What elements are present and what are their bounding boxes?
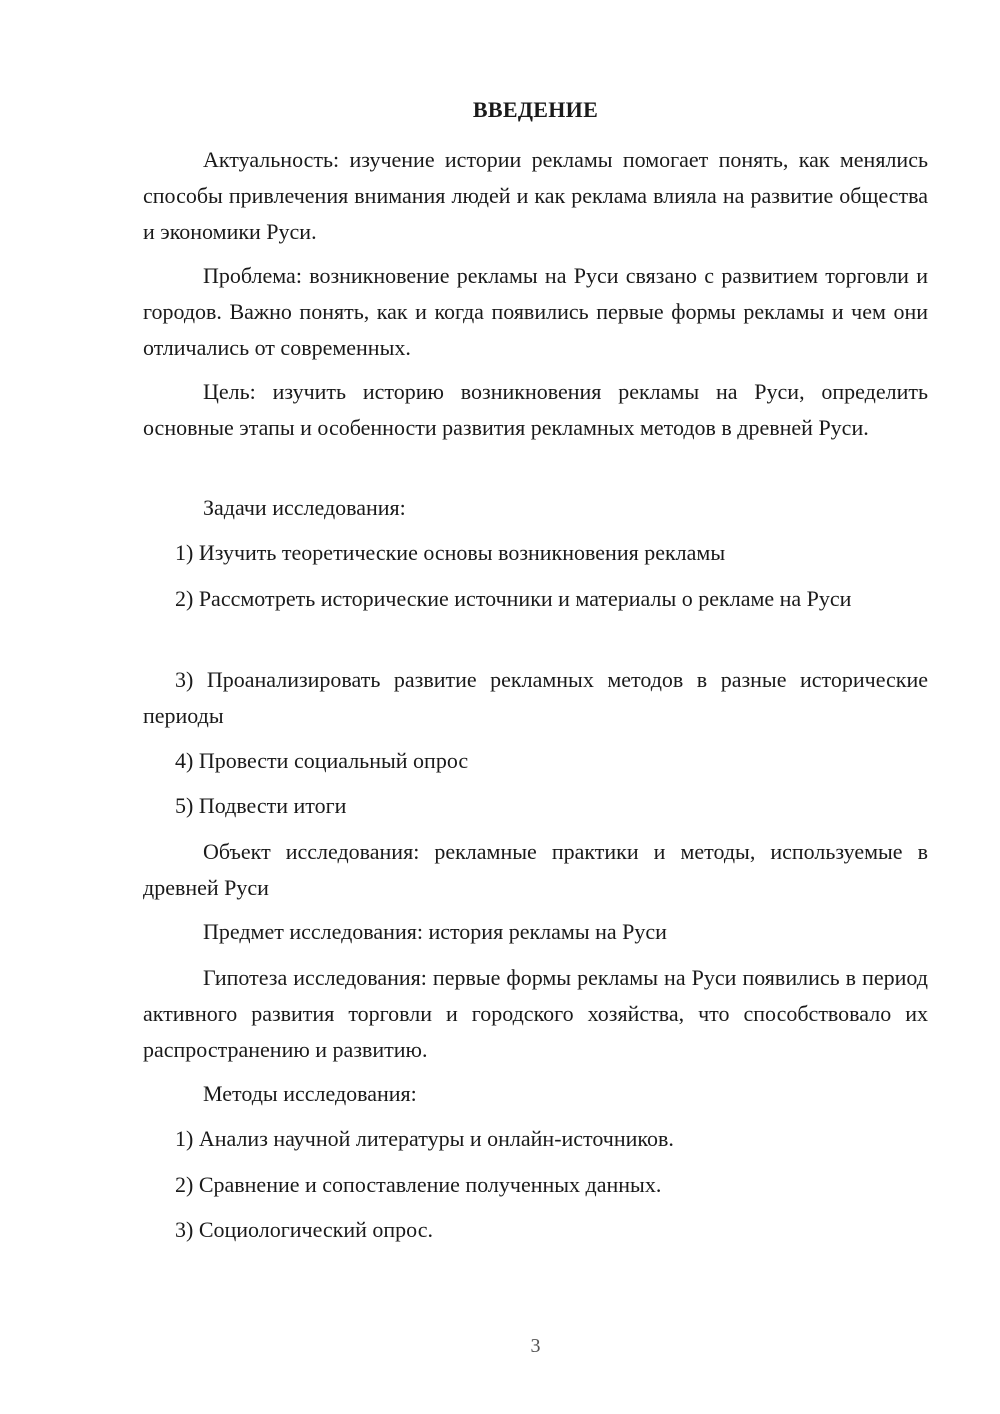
task-item-2: 2) Рассмотреть исторические источники и материалы о рекламе на Руси: [175, 586, 852, 611]
paragraph-relevance: Актуальность: изучение истории рекламы помогает понять, как менялись способы привлечения внимания людей и как реклама влияла на развитие общества и экономики Руси.: [143, 147, 928, 244]
task-item-3: 3) Проанализировать развитие рекламных методов в разные исторические периоды: [143, 667, 928, 728]
task-item-1: 1) Изучить теоретические основы возникновения рекламы: [175, 540, 726, 565]
page-title: ВВЕДЕНИЕ: [472, 97, 599, 122]
method-item-1: 1) Анализ научной литературы и онлайн-источников.: [175, 1126, 674, 1151]
paragraph-hypothesis: Гипотеза исследования: первые формы рекламы на Руси появились в период активного развития торговли и городского хозяйства, что способствовало их распространению и развитию.: [143, 965, 928, 1062]
task-item-4: 4) Провести социальный опрос: [175, 748, 469, 773]
method-item-2: 2) Сравнение и сопоставление полученных данных.: [175, 1172, 662, 1197]
paragraph-goal: Цель: изучить историю возникновения рекламы на Руси, определить основные этапы и особенности развития рекламных методов в древней Руси.: [143, 379, 928, 440]
methods-heading: Методы исследования:: [203, 1081, 417, 1106]
paragraph-problem: Проблема: возникновение рекламы на Руси связано с развитием торговли и городов. Важно понять, как и когда появились первые формы рекламы и чем они отличались от современных.: [143, 263, 928, 360]
paragraph-subject: Предмет исследования: история рекламы на Руси: [203, 919, 667, 944]
paragraph-object: Объект исследования: рекламные практики и методы, используемые в древней Руси: [143, 839, 928, 900]
method-item-3: 3) Социологический опрос.: [175, 1217, 433, 1242]
tasks-heading: Задачи исследования:: [203, 495, 406, 520]
page-number: 3: [530, 1335, 541, 1357]
document-page: [143, 0, 928, 1414]
task-item-5: 5) Подвести итоги: [175, 793, 347, 818]
